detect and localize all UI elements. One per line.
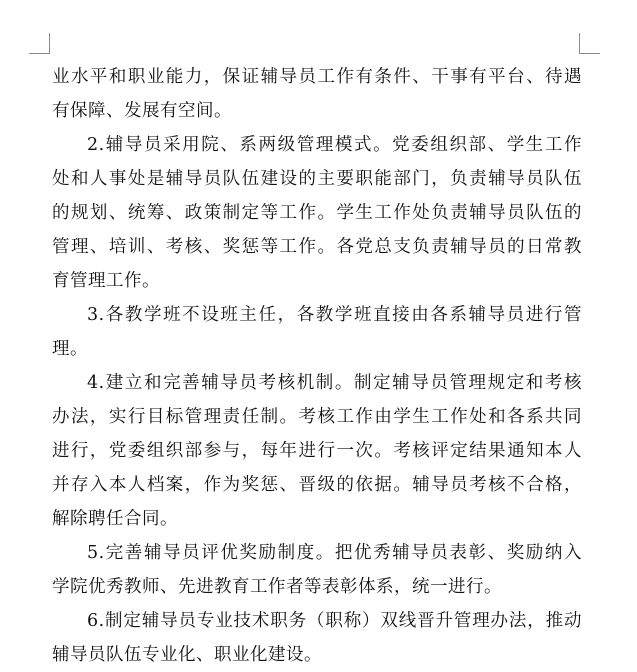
text-line[interactable]: 辅导员队伍专业化、职业化建设。 — [52, 645, 322, 665]
top-left-margin-mark — [29, 33, 50, 54]
text-line[interactable]: 处和人事处是辅导员队伍建设的主要职能部门，负责辅导员队伍 — [52, 169, 582, 189]
text-line[interactable]: 学院优秀教师、先进教育工作者等表彰体系，统一进行。 — [52, 577, 502, 597]
text-line[interactable]: 业水平和职业能力，保证辅导员工作有条件、干事有平台、待遇 — [52, 67, 582, 87]
document-body[interactable] — [52, 60, 582, 672]
text-line[interactable]: 6.制定辅导员专业技术职务（职称）双线晋升管理办法，推动 — [87, 611, 582, 631]
text-line[interactable]: 5.完善辅导员评优奖励制度。把优秀辅导员表彰、奖励纳入 — [87, 543, 582, 563]
text-line[interactable]: 有保障、发展有空间。 — [52, 101, 232, 121]
text-line[interactable]: 的规划、统筹、政策制定等工作。学生工作处负责辅导员队伍的 — [52, 203, 582, 223]
text-line[interactable]: 办法，实行目标管理责任制。考核工作由学生工作处和各系共同 — [52, 407, 582, 427]
text-line[interactable]: 理。 — [52, 339, 88, 359]
text-line[interactable]: 进行，党委组织部参与，每年进行一次。考核评定结果通知本人 — [52, 441, 582, 461]
text-line[interactable]: 2.辅导员采用院、系两级管理模式。党委组织部、学生工作 — [87, 135, 582, 155]
text-line[interactable]: 4.建立和完善辅导员考核机制。制定辅导员管理规定和考核 — [87, 373, 582, 393]
text-line[interactable]: 育管理工作。 — [52, 271, 160, 291]
text-line[interactable]: 管理、培训、考核、奖惩等工作。各党总支负责辅导员的日常教 — [52, 237, 582, 257]
top-right-margin-mark — [579, 33, 600, 54]
text-line[interactable]: 3.各教学班不设班主任，各教学班直接由各系辅导员进行管 — [87, 305, 582, 325]
text-line[interactable]: 并存入本人档案，作为奖惩、晋级的依据。辅导员考核不合格， — [52, 475, 582, 495]
text-line[interactable]: 解除聘任合同。 — [52, 509, 178, 529]
